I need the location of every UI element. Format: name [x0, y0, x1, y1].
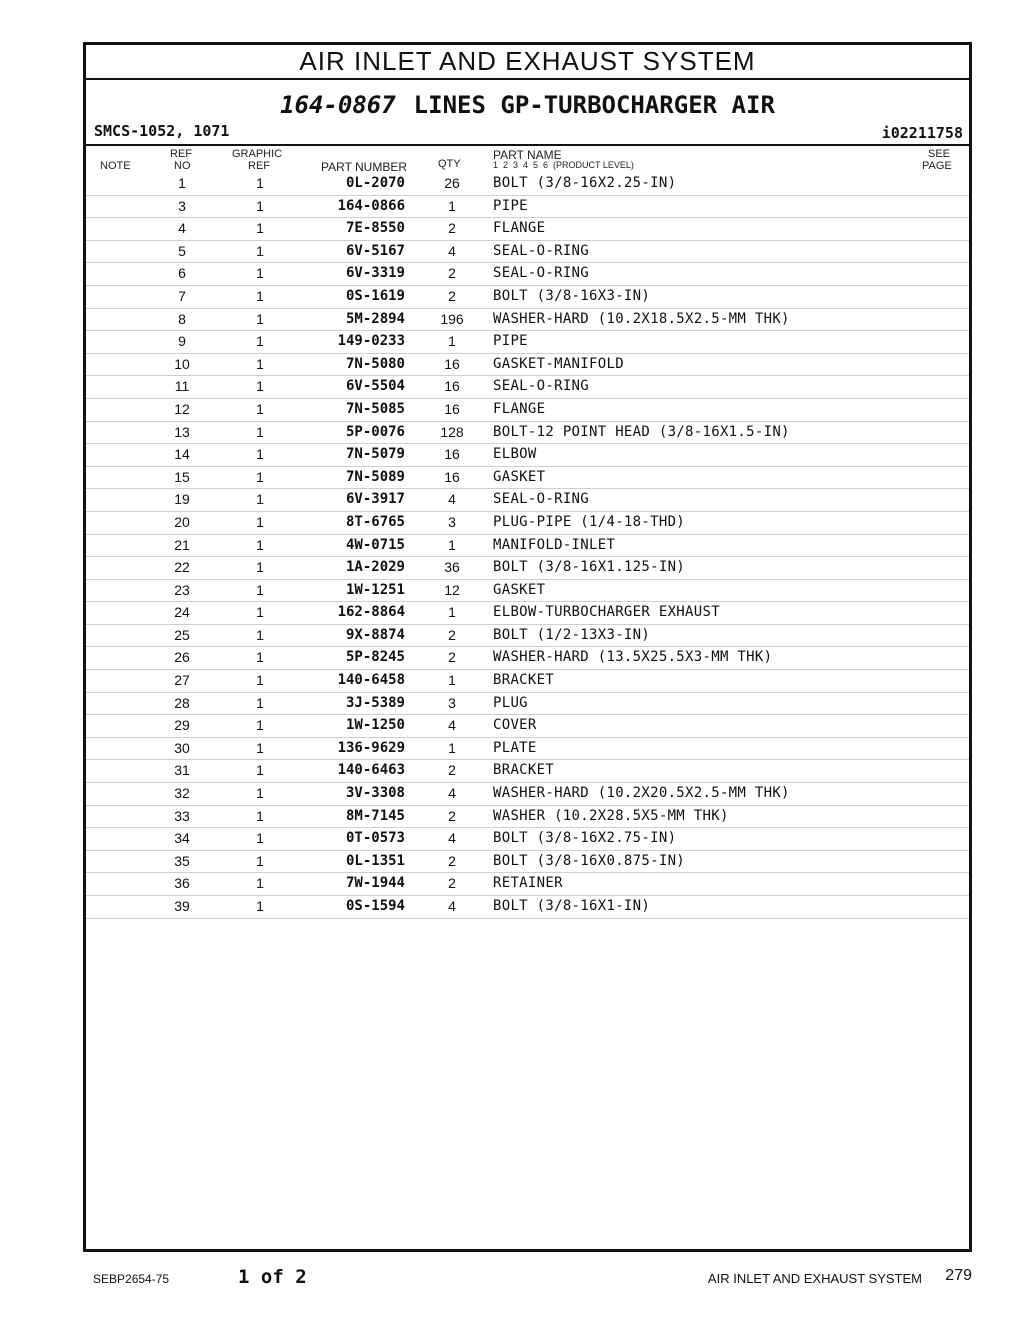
section-title: AIR INLET AND EXHAUST SYSTEM	[86, 45, 969, 80]
qty-cell: 2	[448, 626, 456, 643]
footer-page-number: 279	[945, 1267, 972, 1284]
ref-no-cell: 24	[174, 604, 190, 621]
ref-no-cell: 9	[178, 333, 186, 350]
part-name-cell: PLUG-PIPE (1/4-18-THD)	[493, 513, 686, 530]
part-number-cell: 164-0866	[337, 197, 405, 214]
qty-cell: 4	[448, 717, 456, 734]
part-name-cell: BOLT (3/8-16X1-IN)	[493, 898, 651, 914]
ref-no-cell: 15	[174, 468, 190, 485]
table-row	[86, 670, 969, 693]
qty-cell: 12	[444, 581, 460, 598]
qty-cell: 4	[448, 242, 456, 259]
part-name-cell: RETAINER	[493, 875, 563, 892]
part-number-cell: 140-6463	[337, 762, 405, 779]
column-headers	[86, 146, 969, 173]
table-row	[86, 625, 969, 648]
graphic-ref-cell: 1	[256, 559, 264, 576]
qty-cell: 16	[444, 378, 460, 395]
part-number-cell: 7W-1944	[345, 875, 405, 892]
part-number-cell: 3J-5389	[345, 694, 405, 711]
ref-no-cell: 30	[174, 739, 190, 756]
graphic-ref-cell: 1	[256, 875, 264, 892]
qty-cell: 16	[444, 355, 460, 372]
part-number-cell: 0L-2070	[345, 175, 405, 191]
part-name-cell: GASKET	[493, 581, 546, 598]
part-name-cell: SEAL-O-RING	[493, 491, 590, 508]
graphic-ref-cell: 1	[256, 446, 264, 463]
part-name-cell: BRACKET	[493, 672, 555, 689]
table-row	[86, 557, 969, 580]
part-name-cell: PLATE	[493, 739, 537, 756]
footer-doc-id: SEBP2654-75	[93, 1272, 170, 1286]
ref-no-cell: 20	[174, 513, 190, 530]
part-name-cell: GASKET	[493, 468, 546, 485]
part-number-cell: 1W-1250	[345, 717, 405, 734]
part-number-cell: 0L-1351	[345, 852, 405, 869]
graphic-ref-cell: 1	[256, 423, 264, 440]
graphic-ref-cell: 1	[256, 355, 264, 372]
part-number-cell: 9X-8874	[345, 626, 405, 643]
qty-cell: 4	[448, 785, 456, 802]
ref-no-cell: 10	[174, 355, 190, 372]
ref-no-cell: 31	[174, 762, 190, 779]
table-row	[86, 399, 969, 422]
qty-cell: 36	[444, 559, 460, 576]
ref-no-cell: 26	[174, 649, 190, 666]
ref-no-cell: 8	[178, 310, 186, 327]
table-row	[86, 535, 969, 558]
ref-no-cell: 22	[174, 559, 190, 576]
table-row	[86, 760, 969, 783]
ref-no-cell: 28	[174, 694, 190, 711]
part-number-cell: 1A-2029	[345, 559, 405, 576]
header-qty: QTY	[438, 158, 461, 170]
qty-cell: 16	[444, 468, 460, 485]
part-number-cell: 4W-0715	[345, 536, 405, 553]
ref-no-cell: 23	[174, 581, 190, 598]
table-row	[86, 693, 969, 716]
table-row	[86, 512, 969, 535]
ref-no-cell: 27	[174, 672, 190, 689]
header-note: NOTE	[100, 160, 131, 172]
qty-cell: 2	[448, 649, 456, 666]
ref-no-cell: 7	[178, 287, 186, 304]
smcs-row	[86, 120, 969, 146]
table-row	[86, 376, 969, 399]
part-number-cell: 7N-5079	[345, 446, 405, 463]
part-name-cell: BOLT (3/8-16X3-IN)	[493, 287, 651, 304]
qty-cell: 4	[448, 898, 456, 914]
part-number-cell: 8M-7145	[345, 807, 405, 824]
qty-cell: 4	[448, 830, 456, 847]
graphic-ref-cell: 1	[256, 604, 264, 621]
graphic-ref-cell: 1	[256, 175, 264, 191]
part-number-cell: 0S-1619	[345, 287, 405, 304]
part-number-cell: 7N-5080	[345, 355, 405, 372]
part-number-cell: 7N-5089	[345, 468, 405, 485]
ref-no-cell: 6	[178, 265, 186, 282]
qty-cell: 1	[448, 197, 456, 214]
graphic-ref-cell: 1	[256, 785, 264, 802]
table-row	[86, 422, 969, 445]
group-name: LINES GP-TURBOCHARGER AIR	[413, 91, 775, 119]
ref-no-cell: 1	[178, 175, 186, 191]
ref-no-cell: 33	[174, 807, 190, 824]
header-graphic-top: GRAPHIC	[232, 148, 283, 160]
table-row	[86, 309, 969, 332]
ref-no-cell: 3	[178, 197, 186, 214]
part-name-cell: PIPE	[493, 333, 528, 350]
part-number-cell: 6V-3319	[345, 265, 405, 282]
footer-section: AIR INLET AND EXHAUST SYSTEM	[707, 1271, 922, 1286]
table-row	[86, 241, 969, 264]
ref-no-cell: 32	[174, 785, 190, 802]
ref-no-cell: 36	[174, 875, 190, 892]
qty-cell: 16	[444, 446, 460, 463]
part-name-cell: WASHER-HARD (10.2X20.5X2.5-MM THK)	[493, 785, 790, 802]
ref-no-cell: 29	[174, 717, 190, 734]
qty-cell: 26	[444, 175, 460, 191]
part-name-cell: BOLT-12 POINT HEAD (3/8-16X1.5-IN)	[493, 423, 790, 440]
header-part-number: PART NUMBER	[321, 160, 408, 174]
ref-no-cell: 4	[178, 220, 186, 237]
graphic-ref-cell: 1	[256, 898, 264, 914]
part-name-cell: WASHER-HARD (13.5X25.5X3-MM THK)	[493, 649, 773, 666]
ref-no-cell: 13	[174, 423, 190, 440]
graphic-ref-cell: 1	[256, 762, 264, 779]
part-name-cell: PLUG	[493, 694, 528, 711]
ref-no-cell: 14	[174, 446, 190, 463]
parts-table	[86, 173, 969, 919]
part-name-cell: MANIFOLD-INLET	[493, 536, 616, 553]
part-number-cell: 140-6458	[337, 672, 405, 689]
table-row	[86, 715, 969, 738]
table-row	[86, 806, 969, 829]
table-row	[86, 580, 969, 603]
ref-no-cell: 5	[178, 242, 186, 259]
table-row	[86, 647, 969, 670]
part-name-cell: BRACKET	[493, 762, 555, 779]
graphic-ref-cell: 1	[256, 852, 264, 869]
part-name-cell: FLANGE	[493, 400, 546, 417]
qty-cell: 2	[448, 807, 456, 824]
part-name-cell: WASHER-HARD (10.2X18.5X2.5-MM THK)	[493, 310, 790, 327]
table-row	[86, 873, 969, 896]
qty-cell: 128	[440, 423, 464, 440]
part-name-cell: BOLT (3/8-16X1.125-IN)	[493, 559, 686, 576]
graphic-ref-cell: 1	[256, 333, 264, 350]
part-number-cell: 0S-1594	[345, 898, 405, 914]
table-row	[86, 196, 969, 219]
qty-cell: 2	[448, 287, 456, 304]
qty-cell: 3	[448, 513, 456, 530]
ref-no-cell: 11	[174, 378, 190, 395]
ref-no-cell: 39	[174, 898, 190, 914]
part-number-cell: 7E-8550	[345, 220, 405, 237]
graphic-ref-cell: 1	[256, 197, 264, 214]
part-number-cell: 149-0233	[337, 333, 405, 350]
table-row	[86, 602, 969, 625]
graphic-ref-cell: 1	[256, 536, 264, 553]
table-row	[86, 783, 969, 806]
part-number-cell: 6V-5504	[345, 378, 405, 395]
qty-cell: 2	[448, 265, 456, 282]
part-number-cell: 5P-0076	[345, 423, 405, 440]
graphic-ref-cell: 1	[256, 807, 264, 824]
graphic-ref-cell: 1	[256, 513, 264, 530]
header-product-levels: 1 2 3 4 5 6 (PRODUCT LEVEL)	[493, 160, 634, 170]
part-number-cell: 7N-5085	[345, 400, 405, 417]
part-name-cell: WASHER (10.2X28.5X5-MM THK)	[493, 807, 729, 824]
graphic-ref-cell: 1	[256, 242, 264, 259]
qty-cell: 2	[448, 852, 456, 869]
qty-cell: 1	[448, 739, 456, 756]
part-number-cell: 162-8864	[337, 604, 405, 621]
part-name-cell: SEAL-O-RING	[493, 265, 590, 282]
part-name-cell: BOLT (3/8-16X2.25-IN)	[493, 175, 677, 191]
graphic-ref-cell: 1	[256, 220, 264, 237]
qty-cell: 1	[448, 333, 456, 350]
group-title	[86, 90, 969, 120]
graphic-ref-cell: 1	[256, 287, 264, 304]
part-name-cell: FLANGE	[493, 220, 546, 237]
graphic-ref-cell: 1	[256, 717, 264, 734]
part-number-cell: 136-9629	[337, 739, 405, 756]
ref-no-cell: 19	[174, 491, 190, 508]
part-name-cell: SEAL-O-RING	[493, 242, 590, 259]
graphic-ref-cell: 1	[256, 468, 264, 485]
part-name-cell: SEAL-O-RING	[493, 378, 590, 395]
part-name-cell: COVER	[493, 717, 537, 734]
table-row	[86, 218, 969, 241]
table-row	[86, 489, 969, 512]
part-number-cell: 5P-8245	[345, 649, 405, 666]
graphic-ref-cell: 1	[256, 310, 264, 327]
table-row	[86, 354, 969, 377]
table-row	[86, 173, 969, 196]
qty-cell: 16	[444, 400, 460, 417]
graphic-ref-cell: 1	[256, 581, 264, 598]
part-name-cell: PIPE	[493, 197, 528, 214]
header-see-top: SEE	[928, 148, 951, 160]
part-name-cell: GASKET-MANIFOLD	[493, 355, 624, 372]
page-footer	[0, 1266, 1020, 1290]
graphic-ref-cell: 1	[256, 265, 264, 282]
ref-no-cell: 34	[174, 830, 190, 847]
graphic-ref-cell: 1	[256, 672, 264, 689]
graphic-ref-cell: 1	[256, 694, 264, 711]
header-see-bottom: PAGE	[922, 160, 952, 172]
graphic-ref-cell: 1	[256, 626, 264, 643]
qty-cell: 196	[440, 310, 464, 327]
table-row	[86, 896, 969, 919]
part-number-cell: 6V-3917	[345, 491, 405, 508]
part-name-cell: ELBOW	[493, 446, 537, 463]
parts-page-frame	[83, 42, 972, 1252]
table-row	[86, 738, 969, 761]
part-name-cell: BOLT (3/8-16X2.75-IN)	[493, 830, 677, 847]
header-graphic-bottom: REF	[248, 160, 270, 172]
graphic-ref-cell: 1	[256, 378, 264, 395]
header-ref-bottom: NO	[174, 160, 191, 172]
header-part-name: PART NAME	[493, 148, 562, 162]
part-number-cell: 5M-2894	[345, 310, 405, 327]
ref-no-cell: 25	[174, 626, 190, 643]
table-row	[86, 851, 969, 874]
part-name-cell: BOLT (3/8-16X0.875-IN)	[493, 852, 686, 869]
part-number-cell: 0T-0573	[345, 830, 405, 847]
qty-cell: 1	[448, 672, 456, 689]
table-row	[86, 828, 969, 851]
part-number-cell: 3V-3308	[345, 785, 405, 802]
graphic-ref-cell: 1	[256, 649, 264, 666]
table-row	[86, 286, 969, 309]
table-row	[86, 444, 969, 467]
header-ref-top: REF	[170, 148, 192, 160]
graphic-ref-cell: 1	[256, 830, 264, 847]
illustration-id: i02211758	[881, 124, 963, 142]
part-name-cell: ELBOW-TURBOCHARGER EXHAUST	[493, 604, 720, 621]
table-row	[86, 467, 969, 490]
group-number: 164-0867	[280, 91, 396, 119]
graphic-ref-cell: 1	[256, 491, 264, 508]
table-row	[86, 331, 969, 354]
table-row	[86, 263, 969, 286]
qty-cell: 3	[448, 694, 456, 711]
part-number-cell: 1W-1251	[345, 581, 405, 598]
smcs-code: SMCS-1052, 1071	[94, 122, 230, 140]
qty-cell: 4	[448, 491, 456, 508]
qty-cell: 1	[448, 536, 456, 553]
qty-cell: 2	[448, 220, 456, 237]
qty-cell: 2	[448, 762, 456, 779]
part-name-cell: BOLT (1/2-13X3-IN)	[493, 626, 651, 643]
ref-no-cell: 21	[174, 536, 190, 553]
footer-page-of: 1 of 2	[238, 1266, 307, 1288]
ref-no-cell: 35	[174, 852, 190, 869]
graphic-ref-cell: 1	[256, 400, 264, 417]
ref-no-cell: 12	[174, 400, 190, 417]
qty-cell: 1	[448, 604, 456, 621]
qty-cell: 2	[448, 875, 456, 892]
graphic-ref-cell: 1	[256, 739, 264, 756]
part-number-cell: 6V-5167	[345, 242, 405, 259]
part-number-cell: 8T-6765	[345, 513, 405, 530]
